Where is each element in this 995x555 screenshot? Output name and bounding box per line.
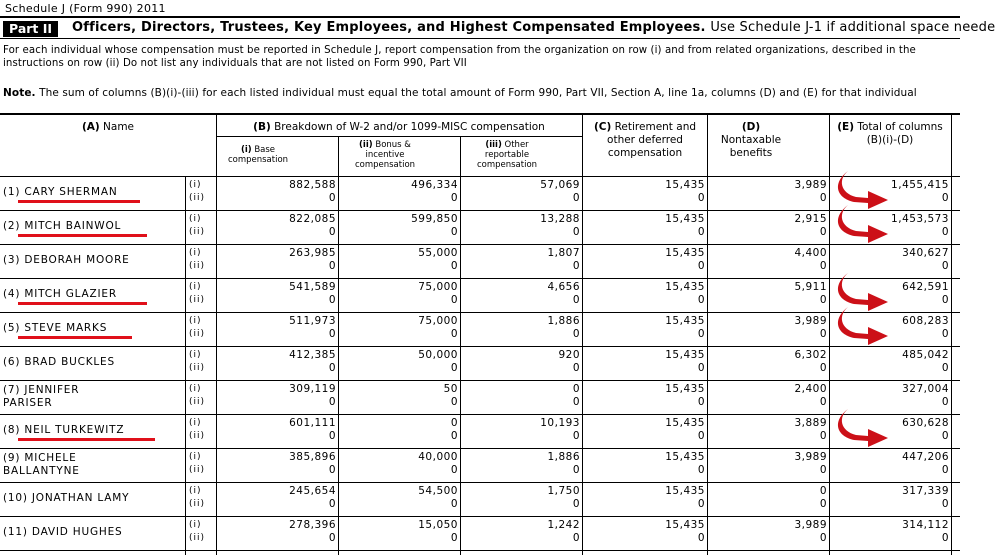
amount-cell: 15,435 xyxy=(665,281,705,293)
amount-cell: 15,435 xyxy=(665,349,705,361)
amount-cell: 0 xyxy=(819,226,827,238)
amount-cell: 0 xyxy=(328,464,336,476)
amount-cell: 4,656 xyxy=(547,281,580,293)
amount-cell: 0 xyxy=(941,430,949,442)
person-name: (1) CARY SHERMAN xyxy=(3,186,118,198)
amount-cell: 0 xyxy=(450,430,458,442)
person-name: (11) DAVID HUGHES xyxy=(3,526,123,538)
row-label-ii: (ii) xyxy=(189,533,206,543)
amount-cell: 3,889 xyxy=(794,417,827,429)
amount-cell: 75,000 xyxy=(418,315,458,327)
amount-cell: 0 xyxy=(328,328,336,340)
amount-cell: 1,455,415 xyxy=(891,179,949,191)
person-name: (2) MITCH BAINWOL xyxy=(3,220,122,232)
amount-cell: 0 xyxy=(819,498,827,510)
col-b2-header: (ii) Bonus & incentive compensation xyxy=(354,140,416,170)
red-arrow-icon xyxy=(834,203,894,243)
amount-cell: 0 xyxy=(450,464,458,476)
amount-cell: 0 xyxy=(328,430,336,442)
person-name-continued: PARISER xyxy=(3,397,53,409)
row-label-i: (i) xyxy=(189,350,202,360)
highlight-underline xyxy=(18,336,132,339)
amount-cell: 0 xyxy=(572,362,580,374)
row-label-ii: (ii) xyxy=(189,261,206,271)
amount-cell: 40,000 xyxy=(418,451,458,463)
amount-cell: 1,242 xyxy=(547,519,580,531)
amount-cell: 15,435 xyxy=(665,485,705,497)
amount-cell: 0 xyxy=(572,260,580,272)
amount-cell: 0 xyxy=(450,396,458,408)
amount-cell: 0 xyxy=(941,498,949,510)
row-label-i: (i) xyxy=(189,214,202,224)
amount-cell: 485,042 xyxy=(902,349,949,361)
amount-cell: 0 xyxy=(328,226,336,238)
amount-cell: 1,453,573 xyxy=(891,213,949,225)
row-divider xyxy=(0,278,960,279)
amount-cell: 0 xyxy=(328,362,336,374)
amount-cell: 0 xyxy=(572,498,580,510)
title-rule xyxy=(0,38,960,39)
amount-cell: 0 xyxy=(941,260,949,272)
row-label-ii: (ii) xyxy=(189,465,206,475)
amount-cell: 0 xyxy=(450,294,458,306)
amount-cell: 447,206 xyxy=(902,451,949,463)
amount-cell: 57,069 xyxy=(540,179,580,191)
part-label: Part II xyxy=(3,21,58,37)
amount-cell: 50,000 xyxy=(418,349,458,361)
amount-cell: 0 xyxy=(328,260,336,272)
row-divider xyxy=(0,516,960,517)
amount-cell: 0 xyxy=(572,294,580,306)
amount-cell: 0 xyxy=(697,226,705,238)
row-label-ii: (ii) xyxy=(189,499,206,509)
row-label-divider xyxy=(185,176,186,555)
row-divider xyxy=(0,482,960,483)
col-d-header: (D) Nontaxable benefits xyxy=(720,121,782,159)
amount-cell: 0 xyxy=(941,294,949,306)
intro-text: For each individual whose compensation must be reported in Schedule J, report compensation from the organization on row (i) and from related organizations, described in the instructions on row (ii) Do not list any individuals that are not listed on Form 990, Part VII xyxy=(3,45,916,69)
amount-cell: 6,302 xyxy=(794,349,827,361)
col-a-header: (A) Name xyxy=(81,121,135,133)
row-label-i: (i) xyxy=(189,384,202,394)
amount-cell: 0 xyxy=(819,464,827,476)
amount-cell: 15,435 xyxy=(665,179,705,191)
highlight-underline xyxy=(18,438,155,441)
amount-cell: 0 xyxy=(819,430,827,442)
amount-cell: 0 xyxy=(328,192,336,204)
red-arrow-icon xyxy=(834,305,894,345)
amount-cell: 0 xyxy=(450,498,458,510)
amount-cell: 13,288 xyxy=(540,213,580,225)
amount-cell: 0 xyxy=(572,328,580,340)
amount-cell: 0 xyxy=(697,328,705,340)
row-divider xyxy=(0,550,960,551)
amount-cell: 2,915 xyxy=(794,213,827,225)
amount-cell: 15,435 xyxy=(665,417,705,429)
amount-cell: 1,886 xyxy=(547,451,580,463)
highlight-underline xyxy=(18,200,140,203)
row-label-i: (i) xyxy=(189,520,202,530)
row-label-i: (i) xyxy=(189,452,202,462)
amount-cell: 642,591 xyxy=(902,281,949,293)
person-name: (3) DEBORAH MOORE xyxy=(3,254,130,266)
amount-cell: 0 xyxy=(819,532,827,544)
amount-cell: 54,500 xyxy=(418,485,458,497)
amount-cell: 55,000 xyxy=(418,247,458,259)
col-b-subheader-rule xyxy=(216,136,582,137)
col-b-header: (B) Breakdown of W-2 and/or 1099-MISC compensation xyxy=(253,121,545,133)
person-name-continued: BALLANTYNE xyxy=(3,465,80,477)
amount-cell: 15,435 xyxy=(665,247,705,259)
red-arrow-icon xyxy=(834,407,894,447)
amount-cell: 1,886 xyxy=(547,315,580,327)
amount-cell: 0 xyxy=(572,192,580,204)
amount-cell: 0 xyxy=(941,464,949,476)
amount-cell: 0 xyxy=(697,396,705,408)
amount-cell: 0 xyxy=(941,362,949,374)
person-name: (8) NEIL TURKEWITZ xyxy=(3,424,125,436)
row-label-ii: (ii) xyxy=(189,329,206,339)
amount-cell: 0 xyxy=(572,532,580,544)
amount-cell: 0 xyxy=(450,362,458,374)
col-divider-b3 xyxy=(582,115,583,555)
amount-cell: 0 xyxy=(819,294,827,306)
amount-cell: 511,973 xyxy=(289,315,336,327)
amount-cell: 3,989 xyxy=(794,519,827,531)
amount-cell: 0 xyxy=(328,396,336,408)
row-divider xyxy=(0,448,960,449)
amount-cell: 0 xyxy=(697,532,705,544)
amount-cell: 0 xyxy=(572,464,580,476)
amount-cell: 50 xyxy=(443,383,458,395)
col-divider-a xyxy=(216,115,217,555)
amount-cell: 75,000 xyxy=(418,281,458,293)
row-label-i: (i) xyxy=(189,180,202,190)
amount-cell: 10,193 xyxy=(540,417,580,429)
amount-cell: 0 xyxy=(697,294,705,306)
amount-cell: 0 xyxy=(572,383,580,395)
header-bottom-rule xyxy=(0,176,960,177)
amount-cell: 541,589 xyxy=(289,281,336,293)
part-title xyxy=(72,20,995,35)
amount-cell: 317,339 xyxy=(902,485,949,497)
part-title-note: Use Schedule J-1 if additional space neede xyxy=(710,20,995,35)
row-label-ii: (ii) xyxy=(189,227,206,237)
amount-cell: 0 xyxy=(697,498,705,510)
amount-cell: 0 xyxy=(941,396,949,408)
col-e-header: (E) Total of columns (B)(i)-(D) xyxy=(837,121,943,146)
amount-cell: 822,085 xyxy=(289,213,336,225)
amount-cell: 0 xyxy=(450,192,458,204)
table-top-rule xyxy=(0,113,960,115)
row-label-i: (i) xyxy=(189,282,202,292)
amount-cell: 15,435 xyxy=(665,451,705,463)
person-name: (9) MICHELE xyxy=(3,452,77,464)
amount-cell: 263,985 xyxy=(289,247,336,259)
amount-cell: 0 xyxy=(819,260,827,272)
person-name: (7) JENNIFER xyxy=(3,384,80,396)
row-divider xyxy=(0,346,960,347)
amount-cell: 340,627 xyxy=(902,247,949,259)
col-divider-e xyxy=(951,115,952,555)
amount-cell: 0 xyxy=(450,417,458,429)
amount-cell: 599,850 xyxy=(411,213,458,225)
amount-cell: 0 xyxy=(697,192,705,204)
amount-cell: 0 xyxy=(697,362,705,374)
person-name: (10) JONATHAN LAMY xyxy=(3,492,130,504)
amount-cell: 1,807 xyxy=(547,247,580,259)
row-divider xyxy=(0,210,960,211)
amount-cell: 4,400 xyxy=(794,247,827,259)
amount-cell: 0 xyxy=(941,192,949,204)
amount-cell: 2,400 xyxy=(794,383,827,395)
row-divider xyxy=(0,244,960,245)
row-label-ii: (ii) xyxy=(189,431,206,441)
amount-cell: 0 xyxy=(572,226,580,238)
amount-cell: 496,334 xyxy=(411,179,458,191)
row-label-ii: (ii) xyxy=(189,397,206,407)
amount-cell: 15,435 xyxy=(665,383,705,395)
amount-cell: 0 xyxy=(819,328,827,340)
amount-cell: 0 xyxy=(450,328,458,340)
note xyxy=(3,87,917,99)
amount-cell: 0 xyxy=(572,430,580,442)
amount-cell: 15,435 xyxy=(665,315,705,327)
row-label-i: (i) xyxy=(189,316,202,326)
amount-cell: 0 xyxy=(328,498,336,510)
row-label-ii: (ii) xyxy=(189,363,206,373)
amount-cell: 15,435 xyxy=(665,519,705,531)
amount-cell: 314,112 xyxy=(902,519,949,531)
amount-cell: 0 xyxy=(941,532,949,544)
amount-cell: 3,989 xyxy=(794,451,827,463)
amount-cell: 0 xyxy=(328,532,336,544)
row-divider xyxy=(0,414,960,415)
amount-cell: 5,911 xyxy=(794,281,827,293)
row-divider xyxy=(0,380,960,381)
person-name: (5) STEVE MARKS xyxy=(3,322,108,334)
amount-cell: 15,050 xyxy=(418,519,458,531)
amount-cell: 0 xyxy=(572,396,580,408)
amount-cell: 0 xyxy=(697,464,705,476)
note-label: Note. xyxy=(3,87,36,99)
amount-cell: 385,896 xyxy=(289,451,336,463)
row-label-i: (i) xyxy=(189,486,202,496)
amount-cell: 920 xyxy=(558,349,580,361)
note-text: The sum of columns (B)(i)-(iii) for each listed individual must equal the total amount of Form 990, Part VII, Section A, line 1a, columns (D) and (E) for that individual xyxy=(35,87,917,99)
amount-cell: 327,004 xyxy=(902,383,949,395)
form-header: Schedule J (Form 990) 2011 xyxy=(5,2,166,15)
part-title-text: Officers, Directors, Trustees, Key Employees, and Highest Compensated Employees. xyxy=(72,20,706,35)
row-divider xyxy=(0,312,960,313)
header-rule xyxy=(0,16,960,18)
col-divider-c xyxy=(707,115,708,555)
person-name: (4) MITCH GLAZIER xyxy=(3,288,117,300)
amount-cell: 0 xyxy=(697,430,705,442)
amount-cell: 245,654 xyxy=(289,485,336,497)
amount-cell: 0 xyxy=(328,294,336,306)
person-name: (6) BRAD BUCKLES xyxy=(3,356,115,368)
amount-cell: 0 xyxy=(450,532,458,544)
amount-cell: 15,435 xyxy=(665,213,705,225)
amount-cell: 309,119 xyxy=(289,383,336,395)
amount-cell: 0 xyxy=(941,328,949,340)
amount-cell: 601,111 xyxy=(289,417,336,429)
amount-cell: 0 xyxy=(450,260,458,272)
col-b3-header: (iii) Other reportable compensation xyxy=(476,140,538,170)
amount-cell: 0 xyxy=(819,192,827,204)
row-label-i: (i) xyxy=(189,248,202,258)
amount-cell: 0 xyxy=(819,396,827,408)
amount-cell: 0 xyxy=(819,485,827,497)
amount-cell: 0 xyxy=(941,226,949,238)
highlight-underline xyxy=(18,302,147,305)
row-label-ii: (ii) xyxy=(189,295,206,305)
amount-cell: 882,588 xyxy=(289,179,336,191)
col-b1-header: (i) Base compensation xyxy=(227,145,289,165)
amount-cell: 0 xyxy=(819,362,827,374)
amount-cell: 630,628 xyxy=(902,417,949,429)
amount-cell: 3,989 xyxy=(794,315,827,327)
col-c-header: (C) Retirement and other deferred compensation xyxy=(593,121,697,159)
amount-cell: 412,385 xyxy=(289,349,336,361)
amount-cell: 278,396 xyxy=(289,519,336,531)
amount-cell: 0 xyxy=(697,260,705,272)
amount-cell: 1,750 xyxy=(547,485,580,497)
amount-cell: 0 xyxy=(450,226,458,238)
amount-cell: 608,283 xyxy=(902,315,949,327)
col-divider-d xyxy=(829,115,830,555)
row-label-i: (i) xyxy=(189,418,202,428)
amount-cell: 3,989 xyxy=(794,179,827,191)
row-label-ii: (ii) xyxy=(189,193,206,203)
highlight-underline xyxy=(18,234,147,237)
